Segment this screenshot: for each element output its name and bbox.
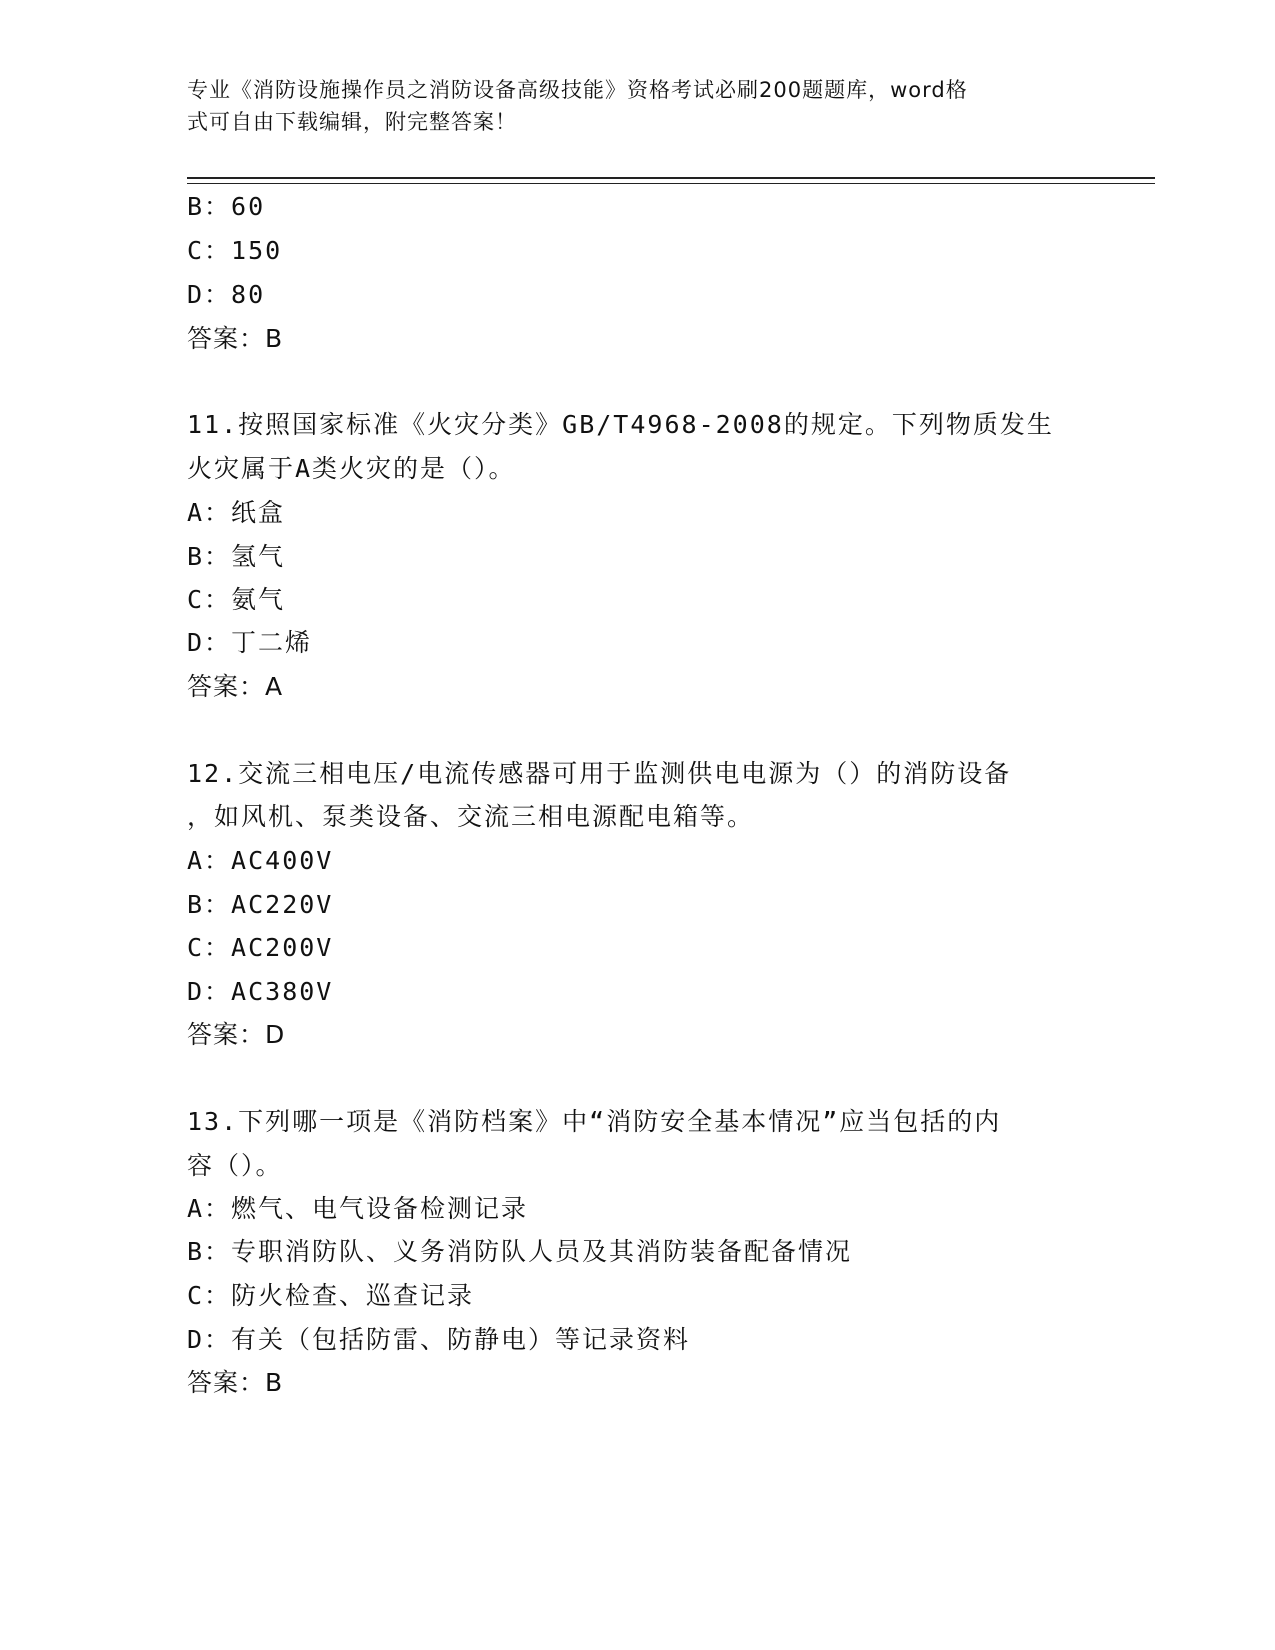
q13-option-b: B：专职消防队、义务消防队人员及其消防装备配备情况 [187, 1237, 853, 1266]
q11-answer: 答案：A [187, 672, 284, 701]
header-divider-thin [187, 183, 1155, 184]
q11-stem-line-1: 11.按照国家标准《火灾分类》GB/T4968-2008的规定。下列物质发生 [187, 410, 1054, 439]
q13-stem-line-2: 容（）。 [187, 1151, 283, 1180]
document-header [187, 74, 1057, 138]
q13-option-a: A：燃气、电气设备检测记录 [187, 1194, 529, 1223]
q12-option-c: C：AC200V [187, 933, 334, 962]
q13-option-d: D：有关（包括防雷、防静电）等记录资料 [187, 1325, 691, 1354]
q12-answer: 答案：D [187, 1020, 286, 1049]
q13-stem-line-1: 13.下列哪一项是《消防档案》中“消防安全基本情况”应当包括的内 [187, 1107, 1002, 1136]
prev-option-d: D：80 [187, 280, 266, 309]
prev-answer: 答案：B [187, 324, 284, 353]
header-line-1: 专业《消防设施操作员之消防设备高级技能》资格考试必刷200题题库，word格 [187, 78, 968, 102]
q12-option-a: A：AC400V [187, 846, 334, 875]
q12-option-b: B：AC220V [187, 890, 334, 919]
q11-option-c: C：氨气 [187, 585, 286, 614]
q11-option-b: B：氢气 [187, 542, 286, 571]
q13-option-c: C：防火检查、巡查记录 [187, 1281, 475, 1310]
q11-stem-line-2: 火灾属于A类火灾的是（）。 [187, 454, 516, 483]
prev-option-b: B：60 [187, 192, 266, 221]
prev-option-c: C：150 [187, 236, 283, 265]
q13-answer: 答案：B [187, 1368, 284, 1397]
header-line-2: 式可自由下载编辑，附完整答案！ [187, 110, 517, 134]
header-divider-thick [187, 177, 1155, 179]
q11-option-d: D：丁二烯 [187, 628, 313, 657]
q12-stem-line-2: ，如风机、泵类设备、交流三相电源配电箱等。 [187, 802, 755, 831]
q12-stem-line-1: 12.交流三相电压/电流传感器可用于监测供电电源为（）的消防设备 [187, 759, 1012, 788]
q12-option-d: D：AC380V [187, 977, 334, 1006]
q11-option-a: A：纸盒 [187, 498, 286, 527]
